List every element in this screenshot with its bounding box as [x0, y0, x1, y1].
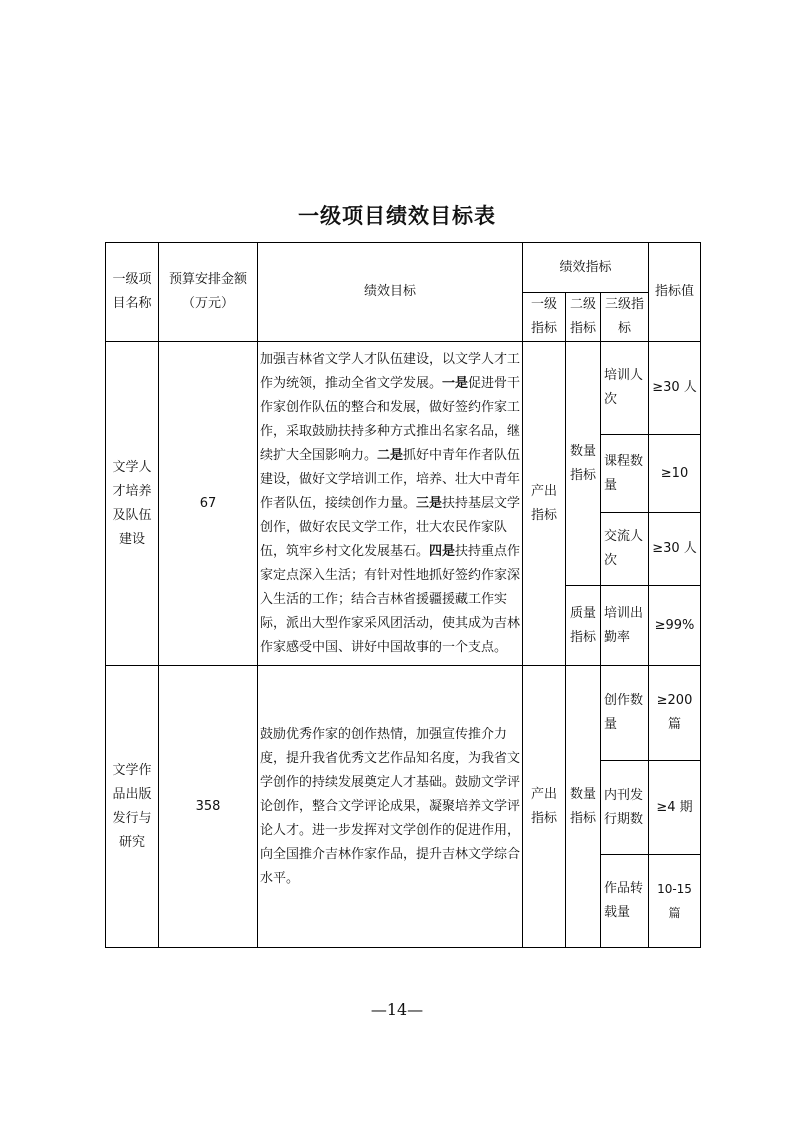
- goal-highlight: 二是: [377, 447, 404, 463]
- project-goal: [258, 342, 523, 666]
- level3-indicator: 交流人次: [601, 513, 649, 586]
- header-budget: [159, 243, 258, 342]
- level3-indicator: 培训人次: [601, 342, 649, 435]
- header-level1: 一级指标: [523, 293, 566, 342]
- project-name: 文学人才培养及队伍建设: [106, 342, 159, 666]
- table-row: [106, 342, 701, 435]
- project-name: 文学作品出版发行与研究: [106, 666, 159, 948]
- level3-indicator: 课程数量: [601, 435, 649, 513]
- goal-highlight: 四是: [429, 543, 456, 559]
- indicator-value: ≥30 人: [649, 342, 701, 435]
- header-item-name: 一级项目名称: [106, 243, 159, 342]
- goal-text: 抓好中青年作者队伍建设，做好文学培训工作，培养、壮大中青年作者队伍，接续创作力量。: [260, 447, 521, 511]
- indicator-value: ≥4 期: [649, 761, 701, 855]
- header-goal: 绩效目标: [258, 243, 523, 342]
- page-number: —14—: [370, 1000, 424, 1019]
- indicator-value: ≥99%: [649, 586, 701, 666]
- page-title: 一级项目绩效目标表: [298, 204, 496, 228]
- header-level2: 二级指标: [566, 293, 601, 342]
- level1-indicator: 产出指标: [523, 342, 566, 666]
- header-indicators: 绩效指标: [523, 243, 649, 293]
- performance-table: [105, 242, 701, 948]
- goal-text: 加强吉林省文学人才队伍建设，以文学人才工作为统领，推动全省文学发展。: [260, 351, 521, 391]
- goal-highlight: 三是: [416, 495, 443, 511]
- header-budget-label: 预算安排金额: [168, 272, 247, 287]
- level3-indicator: 培训出勤率: [601, 586, 649, 666]
- level2-indicator: 质量指标: [566, 586, 601, 666]
- level3-indicator: 创作数量: [601, 666, 649, 761]
- indicator-value: ≥30 人: [649, 513, 701, 586]
- level2-indicator: 数量指标: [566, 666, 601, 948]
- level3-indicator: 内刊发行期数: [601, 761, 649, 855]
- level2-indicator: 数量指标: [566, 342, 601, 586]
- table-row: [106, 666, 701, 761]
- goal-text: 促进骨干作家创作队伍的整合和发展，做好签约作家工作，采取鼓励扶持多种方式推出名家名品，继续扩大全国影响力。: [260, 375, 521, 463]
- header-value: 指标值: [649, 243, 701, 342]
- indicator-value: ≥10: [649, 435, 701, 513]
- header-level3: 三级指标: [601, 293, 649, 342]
- header-budget-unit: （万元）: [181, 296, 234, 311]
- goal-text: 扶持重点作家定点深入生活；有针对性地抓好签约作家深入生活的工作；结合吉林省援疆援藏工作实际，派出大型作家采风团活动，使其成为吉林作家感受中国、讲好中国故事的一个支点。: [260, 543, 521, 655]
- level1-indicator: 产出指标: [523, 666, 566, 948]
- indicator-value: 10-15 篇: [649, 855, 701, 948]
- goal-text: 扶持基层文学创作，做好农民文学工作，壮大农民作家队伍，筑牢乡村文化发展基石。: [260, 495, 521, 559]
- project-budget: 67: [159, 342, 258, 666]
- project-budget: 358: [159, 666, 258, 948]
- goal-highlight: 一是: [442, 375, 469, 391]
- indicator-value: ≥200 篇: [649, 666, 701, 761]
- project-goal: 鼓励优秀作家的创作热情，加强宣传推介力度，提升我省优秀文艺作品知名度，为我省文学创作的持续发展奠定人才基础。鼓励文学评论创作，整合文学评论成果，凝聚培养文学评论人才。进一步发挥对文学创作的促进作用，向全国推介吉林作家作品，提升吉林文学综合水平。: [258, 666, 523, 948]
- level3-indicator: 作品转载量: [601, 855, 649, 948]
